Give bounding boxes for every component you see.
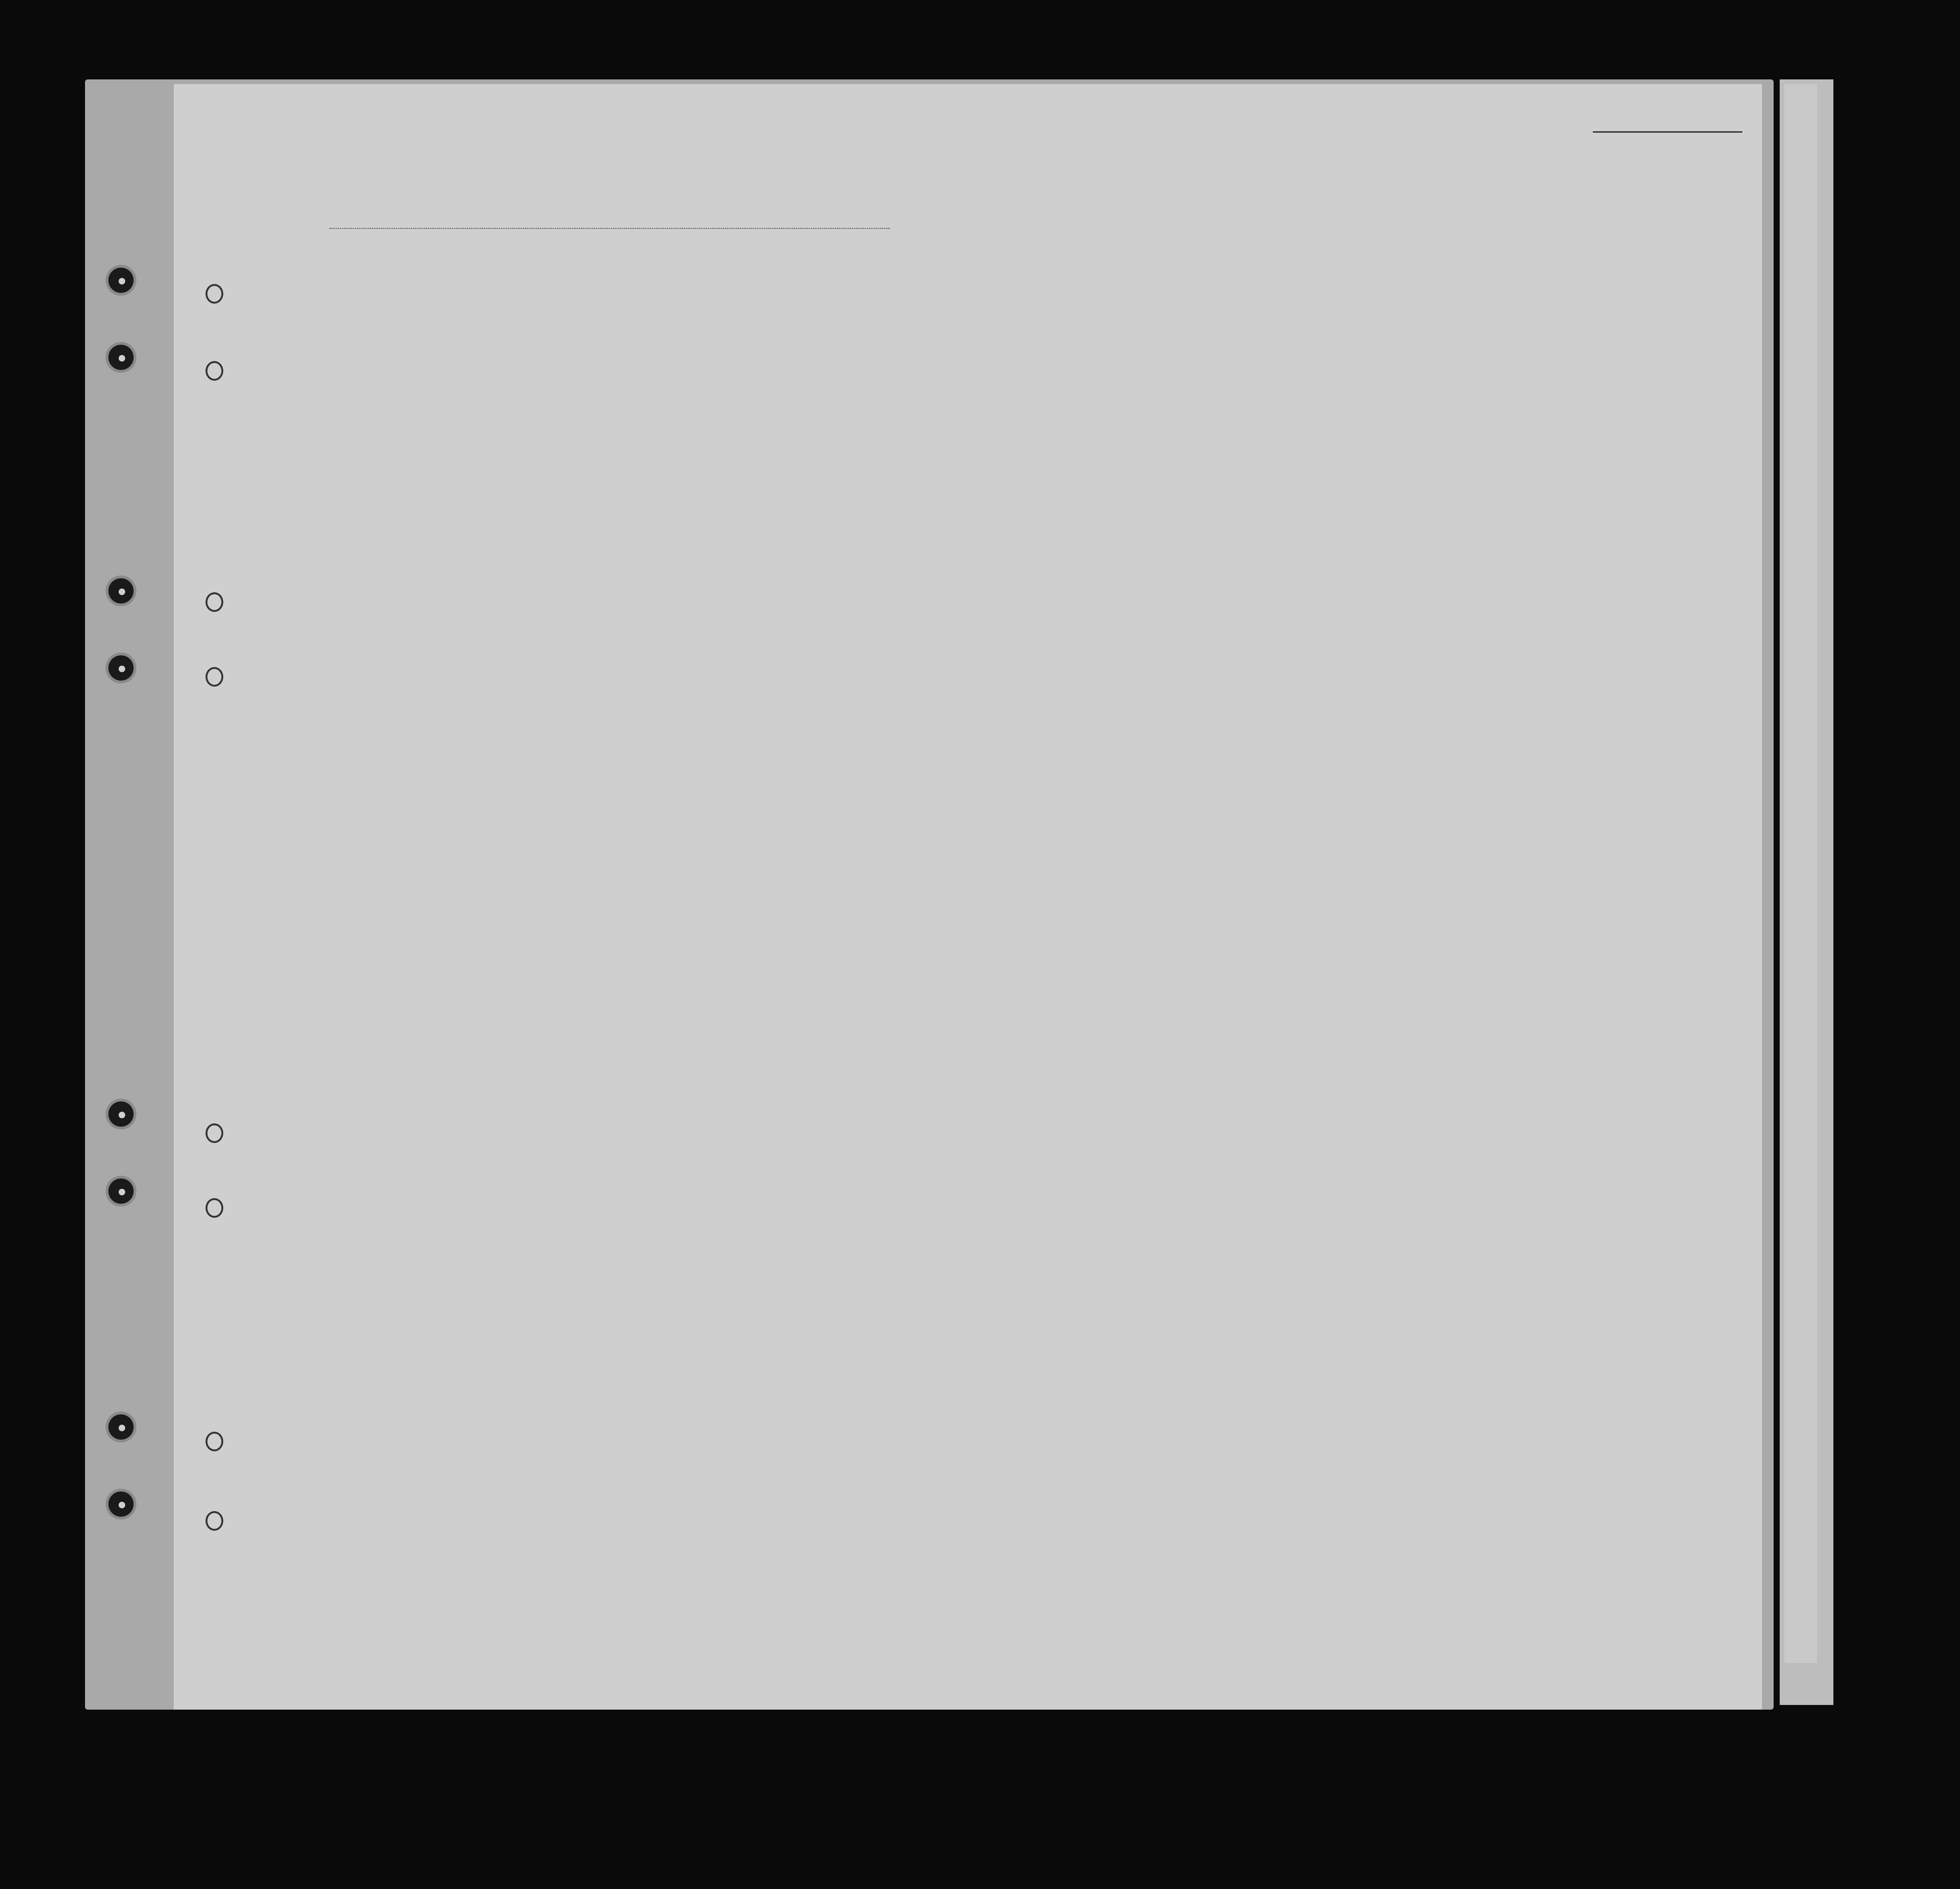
punch-ring: [206, 667, 223, 687]
manifest-sheet: [174, 84, 1762, 1710]
punch-ring: [206, 1432, 223, 1451]
binder-hole: [108, 1179, 134, 1204]
binder-hole: [108, 1101, 134, 1127]
binder-hole: [108, 578, 134, 604]
punch-ring: [206, 1123, 223, 1143]
ship-dotline: [329, 228, 890, 229]
binder-hole: [108, 1414, 134, 1440]
punch-ring: [206, 592, 223, 612]
page-edge: [1784, 84, 1817, 1663]
binder-hole: [108, 345, 134, 370]
binder-hole: [108, 1491, 134, 1517]
punch-ring: [206, 361, 223, 381]
binder-hole: [108, 655, 134, 681]
binder-hole: [108, 268, 134, 293]
punch-ring: [206, 284, 223, 304]
number-underline: [1593, 131, 1742, 133]
punch-ring: [206, 1198, 223, 1218]
voyage-line: [273, 206, 1703, 234]
punch-ring: [206, 1511, 223, 1531]
